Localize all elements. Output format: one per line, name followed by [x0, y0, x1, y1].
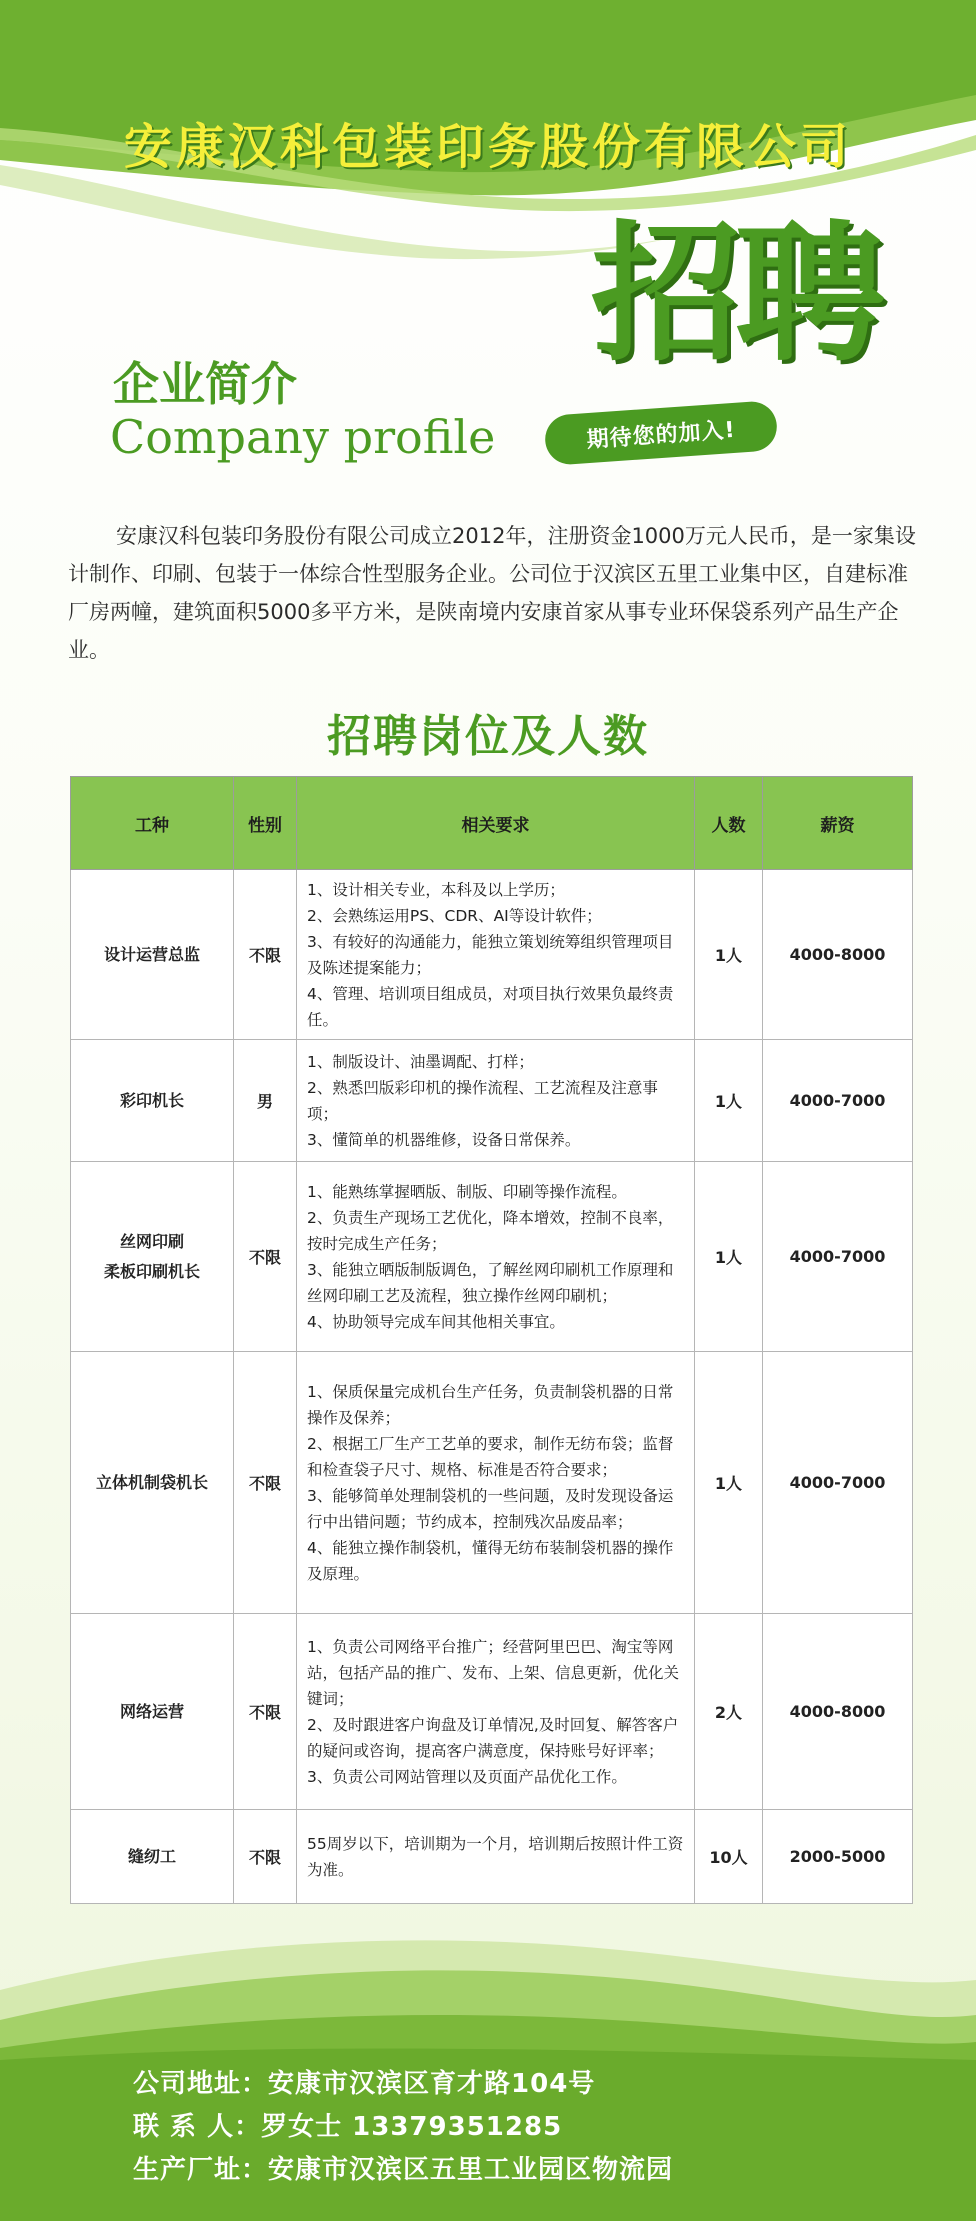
- headcount-cell: 1人: [695, 1352, 763, 1614]
- requirement-item: 1、制版设计、油墨调配、打样；: [307, 1052, 534, 1071]
- requirements-cell: [297, 1352, 695, 1614]
- company-name-title: 安康汉科包装印务股份有限公司: [123, 119, 852, 175]
- requirement-item: 2、及时跟进客户询盘及订单情况,及时回复、解答客户的疑问或咨询，提高客户满意度，保持账号好评率；: [307, 1715, 679, 1760]
- gender-cell: 不限: [234, 1352, 297, 1614]
- salary-cell: 2000-5000: [763, 1810, 913, 1904]
- positions-table-body: [71, 870, 913, 1904]
- job-title-line: 立体机制袋机长: [95, 1472, 208, 1492]
- requirement-item: 4、管理、培训项目组成员，对项目执行效果负最终责任。: [307, 984, 674, 1029]
- requirements-cell: [297, 870, 695, 1040]
- requirement-item: 3、负责公司网站管理以及页面产品优化工作。: [307, 1767, 627, 1786]
- job-title-cell: [71, 1162, 234, 1352]
- job-title-line: 设计运营总监: [103, 944, 200, 964]
- gender-cell: 不限: [234, 1614, 297, 1810]
- column-header-gender: 性别: [234, 777, 297, 870]
- headcount-cell: 10人: [695, 1810, 763, 1904]
- job-title-cell: [71, 870, 234, 1040]
- salary-cell: 4000-8000: [763, 870, 913, 1040]
- requirements-cell: [297, 1040, 695, 1162]
- requirement-item: 2、会熟练运用PS、CDR、AI等设计软件；: [307, 906, 602, 925]
- contact-person-label: 联 系 人：: [133, 2112, 262, 2142]
- job-title-cell: [71, 1040, 234, 1162]
- requirement-item: 1、保质保量完成机台生产任务，负责制袋机器的日常操作及保养；: [307, 1382, 674, 1427]
- requirement-item: 3、懂简单的机器维修，设备日常保养。: [307, 1130, 581, 1149]
- contact-person-row: [133, 2106, 933, 2149]
- job-title-cell: [71, 1352, 234, 1614]
- requirement-item: 2、根据工厂生产工艺单的要求，制作无纺布袋；监督和检查袋子尺寸、规格、标准是否符合要求；: [307, 1434, 674, 1479]
- profile-title-en: Company profile: [110, 410, 496, 464]
- salary-cell: 4000-7000: [763, 1162, 913, 1352]
- gender-cell: 不限: [234, 870, 297, 1040]
- column-header-salary: 薪资: [763, 777, 913, 870]
- positions-title: 招聘岗位及人数: [327, 711, 649, 762]
- job-title-line: 柔板印刷机长: [103, 1261, 200, 1281]
- job-title-line: 缝纫工: [127, 1846, 176, 1866]
- requirement-item: 1、设计相关专业，本科及以上学历；: [307, 880, 565, 899]
- table-row: [71, 1040, 913, 1162]
- job-title-line: 网络运营: [119, 1701, 184, 1721]
- table-row: [71, 870, 913, 1040]
- requirement-item: 2、负责生产现场工艺优化，降本增效，控制不良率，按时完成生产任务；: [307, 1208, 674, 1253]
- factory-label: 生产厂址：: [133, 2155, 269, 2185]
- table-row: [71, 1162, 913, 1352]
- gender-cell: 不限: [234, 1162, 297, 1352]
- factory-value: 安康市汉滨区五里工业园区物流园: [268, 2155, 674, 2185]
- company-address-row: [133, 2063, 933, 2106]
- requirements-cell: [297, 1810, 695, 1904]
- profile-paragraph: 安康汉科包装印务股份有限公司成立2012年，注册资金1000万元人民币，是一家集设计制作、印刷、包装于一体综合性型服务企业。公司位于汉滨区五里工业集中区，自建标准厂房两幢，建筑面积5000多平方米，是陕南境内安康首家从事专业环保袋系列产品生产企业。: [68, 524, 916, 662]
- requirements-cell: [297, 1162, 695, 1352]
- requirement-item: 2、熟悉凹版彩印机的操作流程、工艺流程及注意事项；: [307, 1078, 658, 1123]
- job-title-line: 彩印机长: [119, 1090, 184, 1110]
- column-header-job: 工种: [71, 777, 234, 870]
- factory-address-row: [133, 2149, 933, 2192]
- table-row: [71, 1614, 913, 1810]
- contact-person-value: 罗女士 13379351285: [261, 2112, 563, 2142]
- gender-cell: 男: [234, 1040, 297, 1162]
- gender-cell: 不限: [234, 1810, 297, 1904]
- salary-cell: 4000-8000: [763, 1614, 913, 1810]
- table-row: [71, 1352, 913, 1614]
- slogan-text: 期待您的加入!: [585, 417, 737, 453]
- requirement-item: 3、能够简单处理制袋机的一些问题，及时发现设备运行中出错问题；节约成本，控制残次品废品率；: [307, 1486, 674, 1531]
- profile-title-cn: 企业简介: [113, 357, 297, 411]
- slogan-badge: [544, 400, 779, 466]
- job-title-line: 丝网印刷: [119, 1231, 184, 1251]
- headcount-cell: 1人: [695, 1040, 763, 1162]
- headcount-cell: 2人: [695, 1614, 763, 1810]
- salary-cell: 4000-7000: [763, 1352, 913, 1614]
- requirement-item: 4、能独立操作制袋机，懂得无纺布装制袋机器的操作及原理。: [307, 1538, 674, 1583]
- requirement-item: 3、有较好的沟通能力，能独立策划统筹组织管理项目及陈述提案能力；: [307, 932, 674, 977]
- column-header-count: 人数: [695, 777, 763, 870]
- requirements-cell: [297, 1614, 695, 1810]
- column-header-requirements: 相关要求: [297, 777, 695, 870]
- address-label: 公司地址：: [133, 2069, 269, 2099]
- requirement-item: 55周岁以下，培训期为一个月，培训期后按照计件工资为准。: [307, 1834, 684, 1879]
- address-value: 安康市汉滨区育才路104号: [268, 2069, 596, 2099]
- contact-block: [133, 2063, 933, 2192]
- positions-table: [70, 776, 913, 1904]
- headcount-cell: 1人: [695, 1162, 763, 1352]
- requirement-item: 1、负责公司网络平台推广；经营阿里巴巴、淘宝等网站，包括产品的推广、发布、上架、信息更新，优化关键词；: [307, 1637, 680, 1708]
- requirement-item: 1、能熟练掌握晒版、制版、印刷等操作流程。: [307, 1182, 627, 1201]
- requirement-item: 4、协助领导完成车间其他相关事宜。: [307, 1312, 565, 1331]
- table-header-row: [71, 777, 913, 870]
- headcount-cell: 1人: [695, 870, 763, 1040]
- job-title-cell: [71, 1810, 234, 1904]
- recruit-headline: 招聘: [590, 208, 879, 382]
- salary-cell: 4000-7000: [763, 1040, 913, 1162]
- requirement-item: 3、能独立晒版制版调色，了解丝网印刷机工作原理和丝网印刷工艺及流程，独立操作丝网印刷机；: [307, 1260, 674, 1305]
- table-row: [71, 1810, 913, 1904]
- job-title-cell: [71, 1614, 234, 1810]
